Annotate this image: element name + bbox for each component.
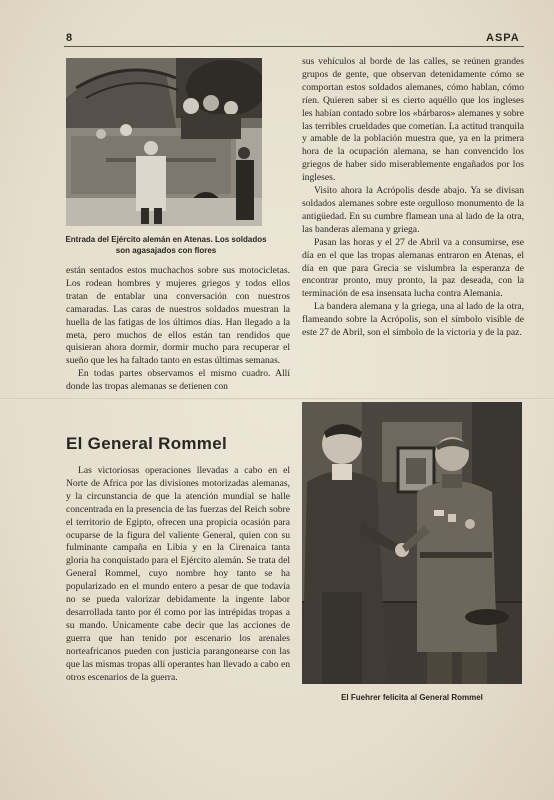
photo-rommel-handshake <box>302 402 522 684</box>
section-title: El General Rommel <box>66 434 227 453</box>
header-rule <box>64 46 524 47</box>
paragraph: Visito ahora la Acrópolis desde abajo. Ya se divisan soldados alemanes sobre este orgulloso monumento de la antigüedad. En su cumbre flamean una al lado de la otra, las banderas alemana y griega. <box>302 185 524 235</box>
photo-caption-rommel: El Fuehrer felicita al General Rommel <box>341 693 483 702</box>
page-fold-line <box>0 398 554 400</box>
photo-caption-soldiers: Entrada del Ejército alemán en Atenas. Los soldados son agasajados con flores <box>65 235 267 255</box>
paragraph: En todas partes observamos el mismo cuadro. Allí donde las tropas alemanas se detienen con <box>66 368 290 393</box>
photo-soldiers-athens <box>66 58 262 226</box>
paragraph: están sentados estos muchachos sobre sus motocicletas. Los rodean hombres y mujeres griegos y todos ellos tratan de entablar una conversación con nuestros camaradas. Las caras de nuestros soldados muestran la huella de las fatigas de los últimos días. Han llegado a la meta, pero muchos de ellos están tan rendidos que quisieran ahora dormir, dormir mucho para recuperar el sueño que les ha faltado tanto en estas últimas semanas. <box>66 265 290 367</box>
paragraph: sus vehículos al borde de las calles, se reúnen grandes grupos de gente, que observan detenidamente cómo se comportan estos soldados alemanes, cómo hablan, cómo ríen. Quieren saber si es cierto aquéllo que los ingleses les habían contado sobre los «bárbaros» alemanes y sobre las terribles crueldades que cometían. La actitud tranquila y amable de la población muestra que, ya en la primera hora de la ocupación alemana, se han convencido los griegos de haber sido miserablemente engañados por los ingleses. <box>302 56 524 184</box>
left-column-text <box>66 265 290 394</box>
paragraph: La bandera alemana y la griega, una al lado de la otra, flameando sobre la Acrópolis, son el símbolo visible de este 27 de Abril, son el símbolo de la victoria y de la paz. <box>302 301 524 339</box>
paragraph: Las victoriosas operaciones llevadas a cabo en el Norte de Africa por las divisiones motorizadas alemanas, y la circunstancia de que la atención mundial se halle concentrada en la presencia de las fuerzas del Reich sobre el territorio de Egipto, ofrecen una propicia ocasión para ocuparse de la figura del valiente General, quien con su fulminante campaña en Libia y en la Cirenaica tanta gloria ha conquistado para el Ejército alemán. Se trata del General Rommel, cuyo nombre hoy tanto se ha popularizado en el mundo entero a pesar de que todavía no se pueda valorizar debidamente la ingente labor desarrollada tanto por él como por las intrépidas tropas a su mando. Unicamente cabe decir que las acciones de guerra que han tenido por escenario los arenales norteafricanos pueden con justicia parangonearse con las que las mismas tropas allí operantes han llevado a cabo en otros escenarios de la guerra. <box>66 465 290 683</box>
paragraph: Pasan las horas y el 27 de Abril va a consumirse, ese día en el que las tropas alemanas entraron en Atenas, el día en que para Grecia se vislumbra la esperanza de encontrar pronto, muy pronto, la paz deseada, con la terminación de esa insensata lucha contra Alemania. <box>302 236 524 300</box>
page-number: 8 <box>66 32 73 44</box>
magazine-title: ASPA <box>486 32 520 44</box>
section-body <box>66 465 290 684</box>
photo-rommel-handshake-image <box>302 402 522 684</box>
photo-soldiers-athens-image <box>66 58 262 226</box>
right-column-text <box>302 56 524 340</box>
